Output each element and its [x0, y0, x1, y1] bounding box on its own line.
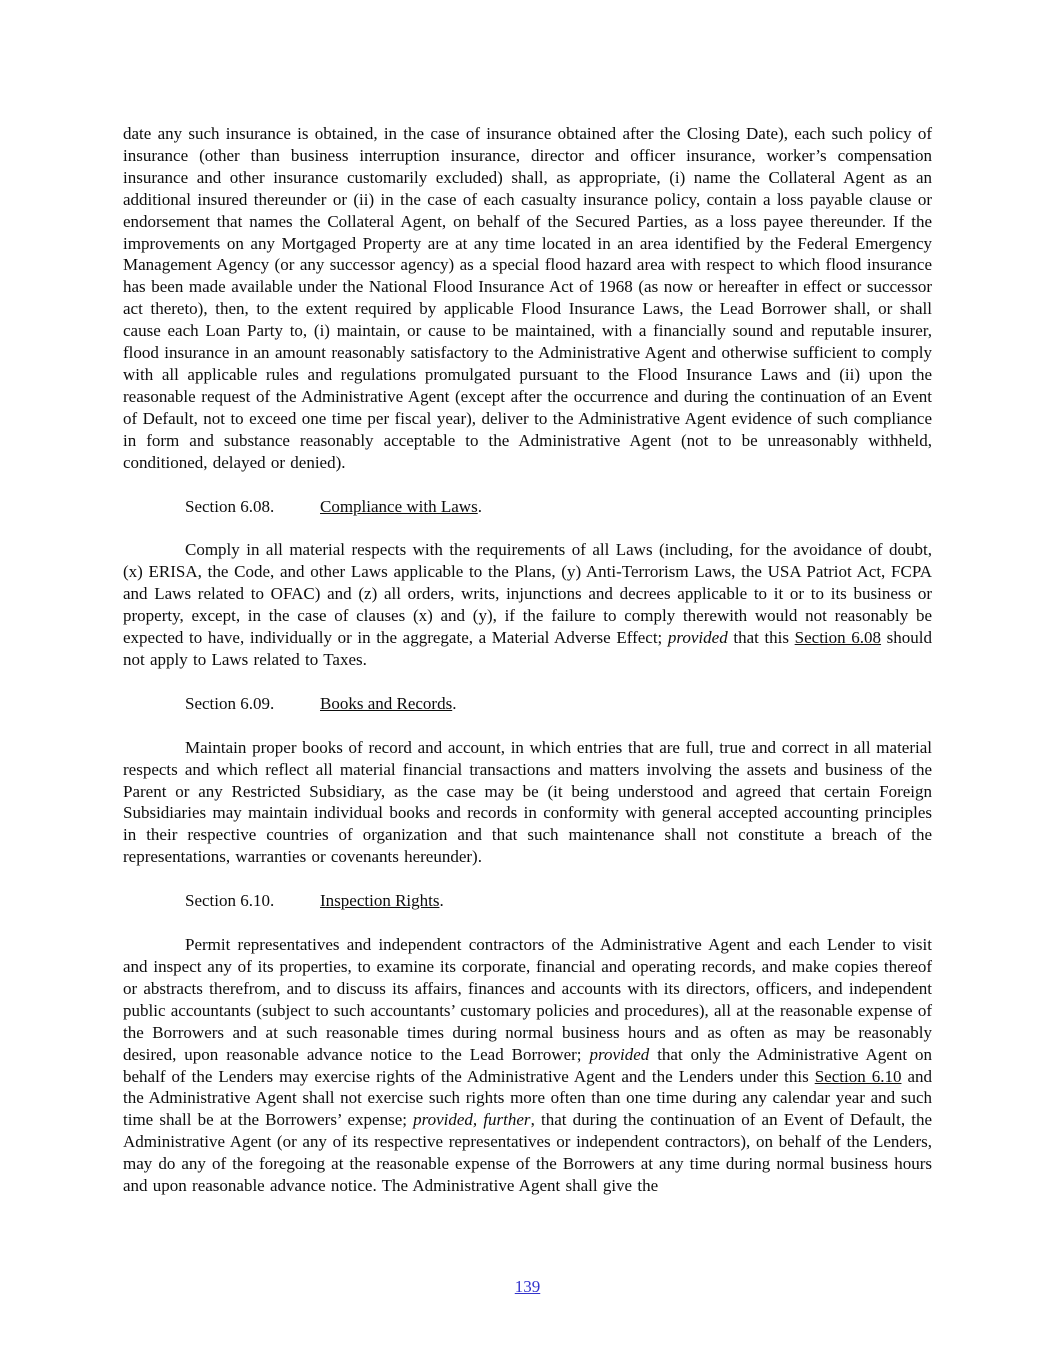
- emphasized-term: provided: [667, 628, 728, 648]
- text-run: date any such insurance is obtained, in the case of insurance obtained after the Closing Date), each such policy of insurance (other than business interruption insurance, director and officer insurance, worker’s compensation insurance and other insurance customarily excluded) shall, as appropriate, (i) name the Collateral Agent as an additional insured thereunder or (ii) in the case of each casualty insurance policy, contain a loss payable clause or endorsement that names the Collateral Agent, on behalf of the Secured Parties, as a loss payee thereunder. If the improvements on any Mortgaged Property are at any time located in an area identified by the Federal Emergency Management Agency (or any successor agency) as a special flood hazard area with respect to which flood insurance has been made available under the National Flood Insurance Act of 1968 (as now or hereafter in effect or successor act thereto), then, to the extent required by applicable Flood Insurance Laws, the Lead Borrower shall, or shall cause each Loan Party to, (i) maintain, or cause to be maintained, with a financially sound and reputable insurer, flood insurance in an amount reasonably satisfactory to the Administrative Agent and otherwise sufficient to comply with all applicable rules and regulations promulgated pursuant to the Flood Insurance Laws and (ii) upon the reasonable request of the Administrative Agent (except after the occurrence and during the continuation of an Event of Default, not to exceed one time per fiscal year), deliver to the Administrative Agent evidence of such compliance in form and substance reasonably acceptable to the Administrative Agent (not to be unreasonably withheld, conditioned, delayed or denied).: [123, 124, 932, 472]
- section-title: Books and Records: [320, 693, 453, 713]
- text-run: Permit representatives and independent contractors of the Administrative Agent and each Lender to visit and inspect any of its properties, to examine its corporate, financial and operating records, and make copies thereof or abstracts therefrom, and to discuss its affairs, finances and accounts with its directors, officers, and independent public accountants (subject to such accountants’ customary policies and procedures), all at the reasonable expense of the Borrowers and at such reasonable times during normal business hours and as often as may be reasonably desired, upon reasonable advance notice to the Lead Borrower;: [123, 935, 932, 1064]
- section-title-suffix: .: [439, 891, 444, 911]
- section-title-suffix: .: [477, 496, 482, 516]
- section-title-suffix: .: [452, 693, 457, 713]
- section-number: Section 6.09.: [185, 693, 275, 713]
- page-footer: [0, 1276, 1055, 1298]
- text-run: Comply in all material respects with the requirements of all Laws (including, for the avoidance of doubt, (x) ERISA, the Code, and other Laws applicable to the Plans, (y) Anti-Terrorism Laws, the USA Patriot Act, FCPA and Laws related to OFAC) and (z) all orders, writs, injunctions and decrees applicable to it or to its business or property, except, in the case of clauses (x) and (y), if the failure to comply therewith would not reasonably be expected to have, individually or in the aggregate, a Material Adverse Effect;: [123, 540, 932, 648]
- text-run: and the Administrative Agent shall not exercise such rights more often than one time during any calendar year and such time shall be at the Borrowers’ expense;: [123, 1066, 933, 1130]
- body-paragraph: [123, 737, 932, 868]
- section-heading: [185, 496, 932, 518]
- section-number: Section 6.10.: [185, 891, 275, 911]
- emphasized-term: provided, further: [413, 1110, 531, 1130]
- section-reference: Section 6.08: [794, 628, 882, 648]
- text-run: that this: [727, 628, 795, 648]
- section-title: Inspection Rights: [320, 891, 440, 911]
- section-reference: Section 6.10: [814, 1066, 902, 1086]
- section-heading: [185, 890, 932, 912]
- emphasized-term: provided: [589, 1044, 650, 1064]
- document-body: [123, 123, 932, 1197]
- text-run: that only the Administrative Agent on behalf of the Lenders may exercise rights of the Administrative Agent and the Lenders under this: [123, 1044, 933, 1086]
- section-number: Section 6.08.: [185, 496, 275, 516]
- text-run: should not apply to Laws related to Taxes.: [123, 628, 932, 669]
- text-run: , that during the continuation of an Event of Default, the Administrative Agent (or any of its respective representatives or independent contractors), on behalf of the Lenders, may do any of the foregoing at the reasonable expense of the Borrowers at any time during normal business hours and upon reasonable advance notice. The Administrative Agent shall give the: [123, 1110, 932, 1196]
- body-paragraph: [123, 934, 932, 1197]
- body-paragraph: [123, 539, 932, 670]
- section-heading: [185, 693, 932, 715]
- section-title: Compliance with Laws: [320, 496, 478, 516]
- page-number-link[interactable]: 139: [514, 1277, 541, 1296]
- text-run: Maintain proper books of record and account, in which entries that are full, true and correct in all material respects and which reflect all material financial transactions and matters involving the assets and business of the Parent or any Restricted Subsidiary, as the case may be (it being understood and agreed that certain Foreign Subsidiaries may maintain individual books and records in conformity with general accepted accounting principles in their respective countries of organization and that such maintenance shall not constitute a breach of the representations, warranties or covenants hereunder).: [123, 737, 932, 867]
- body-paragraph: [123, 123, 932, 474]
